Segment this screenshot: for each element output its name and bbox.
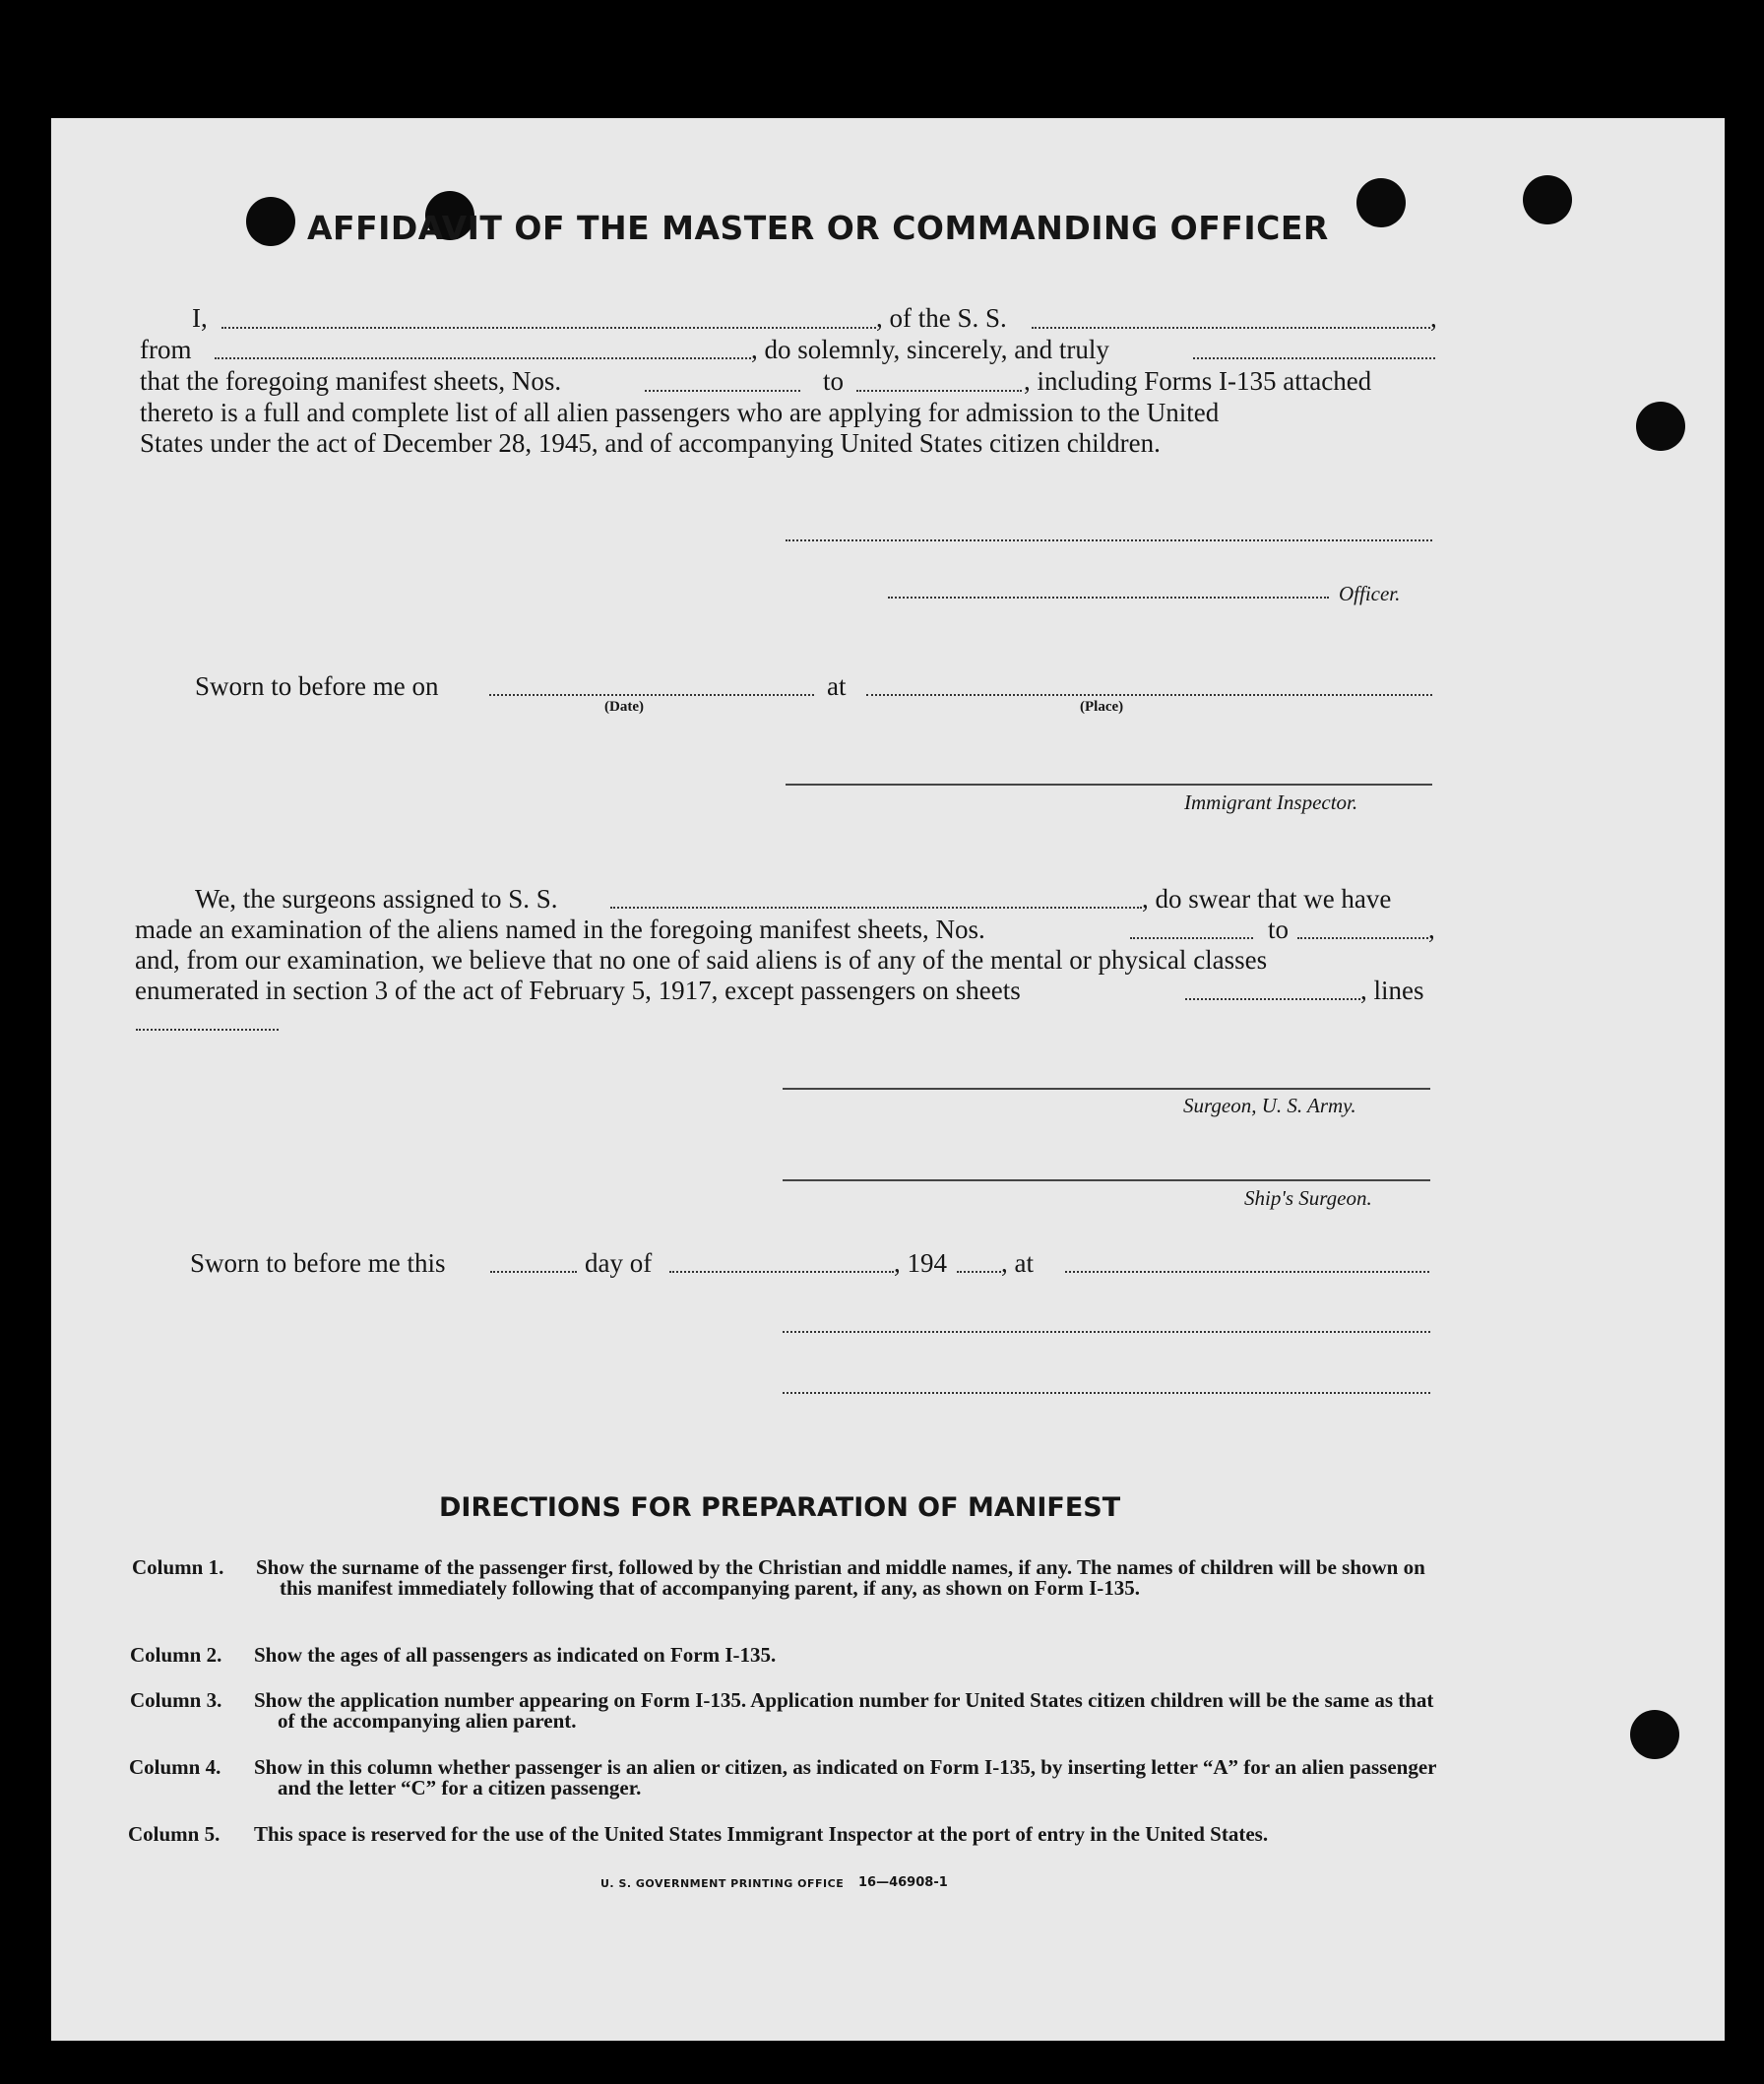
sworn-place-field[interactable] — [866, 694, 1432, 696]
punch-hole — [1356, 178, 1406, 227]
surgeons-ship-field[interactable] — [610, 907, 1142, 909]
surgeons-text: made an examination of the aliens named in the foregoing manifest sheets, Nos. — [135, 915, 985, 944]
affidavit-text: that the foregoing manifest sheets, Nos. — [140, 366, 562, 396]
name-field[interactable] — [221, 327, 876, 329]
surgeons-sheet-start-field[interactable] — [1130, 937, 1253, 939]
affidavit-text: , — [1430, 303, 1437, 333]
ship-surgeon-label: Ship's Surgeon. — [1244, 1186, 1372, 1210]
sworn2-day-field[interactable] — [490, 1271, 577, 1273]
surgeons-sheet-end-field[interactable] — [1297, 937, 1428, 939]
column-direction: Show in this column whether passenger is an alien or citizen, as indicated on Form I-135, by inserting letter “A” for an alien passenger and the letter “C” for a citizen passenger. — [254, 1755, 1437, 1800]
column-direction: Show the surname of the passenger first, followed by the Christian and middle names, if any. The names of children will be shown on this manifest immediately following that of accompanying parent, if any, as shown on Form I-135. — [256, 1555, 1425, 1600]
affidavit-text: from — [140, 335, 192, 364]
column-direction: This space is reserved for the use of the United States Immigrant Inspector at the port of entry in the United States. — [254, 1822, 1269, 1846]
affidavit-text: States under the act of December 28, 1945, and of accompanying United States citizen children. — [140, 428, 1161, 458]
sworn2-title-line[interactable] — [783, 1392, 1430, 1394]
sworn2-text: , at — [1001, 1248, 1034, 1278]
affidavit-text: I, — [192, 303, 208, 333]
affidavit-text: to — [823, 366, 845, 396]
sheet-start-field[interactable] — [645, 390, 800, 392]
sworn-text: at — [827, 671, 847, 701]
officer-name-line[interactable] — [888, 597, 1329, 599]
column-label: Column 5. — [128, 1822, 220, 1846]
sworn-text: Sworn to before me on — [195, 671, 439, 701]
sworn2-text: Sworn to before me this — [190, 1248, 446, 1278]
directions-title: DIRECTIONS FOR PREPARATION OF MANIFEST — [439, 1492, 1121, 1523]
inspector-label: Immigrant Inspector. — [1184, 790, 1358, 814]
except-sheets-field[interactable] — [1185, 998, 1360, 1000]
officer-signature-line[interactable] — [786, 539, 1432, 541]
column-direction: Show the ages of all passengers as indicated on Form I-135. — [254, 1643, 777, 1667]
sworn2-text: , 194 — [894, 1248, 947, 1278]
officer-label: Officer. — [1339, 582, 1401, 605]
declaration-field[interactable] — [1193, 357, 1435, 359]
sworn2-month-field[interactable] — [669, 1271, 894, 1273]
punch-hole — [246, 197, 295, 246]
affidavit-text: , including Forms I-135 attached — [1024, 366, 1372, 396]
column-label: Column 3. — [130, 1688, 222, 1712]
place-caption: (Place) — [1080, 699, 1124, 715]
sworn2-place-field[interactable] — [1065, 1271, 1429, 1273]
surgeons-text: , — [1428, 915, 1435, 944]
punch-hole — [1636, 402, 1685, 451]
sworn2-signature-line[interactable] — [783, 1331, 1430, 1333]
surgeons-text: , do swear that we have — [1142, 884, 1392, 914]
column-label: Column 1. — [132, 1555, 224, 1579]
from-port-field[interactable] — [215, 357, 751, 359]
army-surgeon-signature-line[interactable] — [783, 1088, 1430, 1090]
form-code: 16—46908-1 — [858, 1875, 948, 1890]
surgeons-text: enumerated in section 3 of the act of February 5, 1917, except passengers on sheets — [135, 976, 1021, 1005]
surgeons-text: , lines — [1360, 976, 1424, 1005]
ship-surgeon-signature-line[interactable] — [783, 1179, 1430, 1181]
except-lines-field[interactable] — [136, 1029, 279, 1031]
column-direction: Show the application number appearing on Form I-135. Application number for United States citizen children will be the same as that of the accompanying alien parent. — [254, 1688, 1434, 1733]
punch-hole — [1523, 175, 1572, 224]
column-label: Column 2. — [130, 1643, 222, 1667]
surgeons-text: We, the surgeons assigned to S. S. — [195, 884, 558, 914]
sheet-end-field[interactable] — [856, 390, 1022, 392]
form-title: AFFIDAVIT OF THE MASTER OR COMMANDING OFFICER — [307, 209, 1329, 247]
column-label: Column 4. — [129, 1755, 221, 1779]
army-surgeon-label: Surgeon, U. S. Army. — [1183, 1094, 1356, 1117]
date-caption: (Date) — [604, 699, 644, 715]
inspector-signature-line[interactable] — [786, 784, 1432, 786]
sworn-date-field[interactable] — [489, 694, 814, 696]
affidavit-text: , do solemnly, sincerely, and truly — [751, 335, 1109, 364]
surgeons-text: to — [1268, 915, 1290, 944]
surgeons-text: and, from our examination, we believe that no one of said aliens is of any of the mental or physical classes — [135, 945, 1268, 975]
sworn2-year-field[interactable] — [957, 1271, 1001, 1273]
affidavit-text: , of the S. S. — [876, 303, 1007, 333]
sworn2-text: day of — [585, 1248, 653, 1278]
affidavit-text: thereto is a full and complete list of all alien passengers who are applying for admission to the United — [140, 398, 1220, 427]
ship-name-field[interactable] — [1032, 327, 1430, 329]
punch-hole — [1630, 1710, 1679, 1759]
printer-imprint: U. S. GOVERNMENT PRINTING OFFICE — [600, 1877, 845, 1890]
